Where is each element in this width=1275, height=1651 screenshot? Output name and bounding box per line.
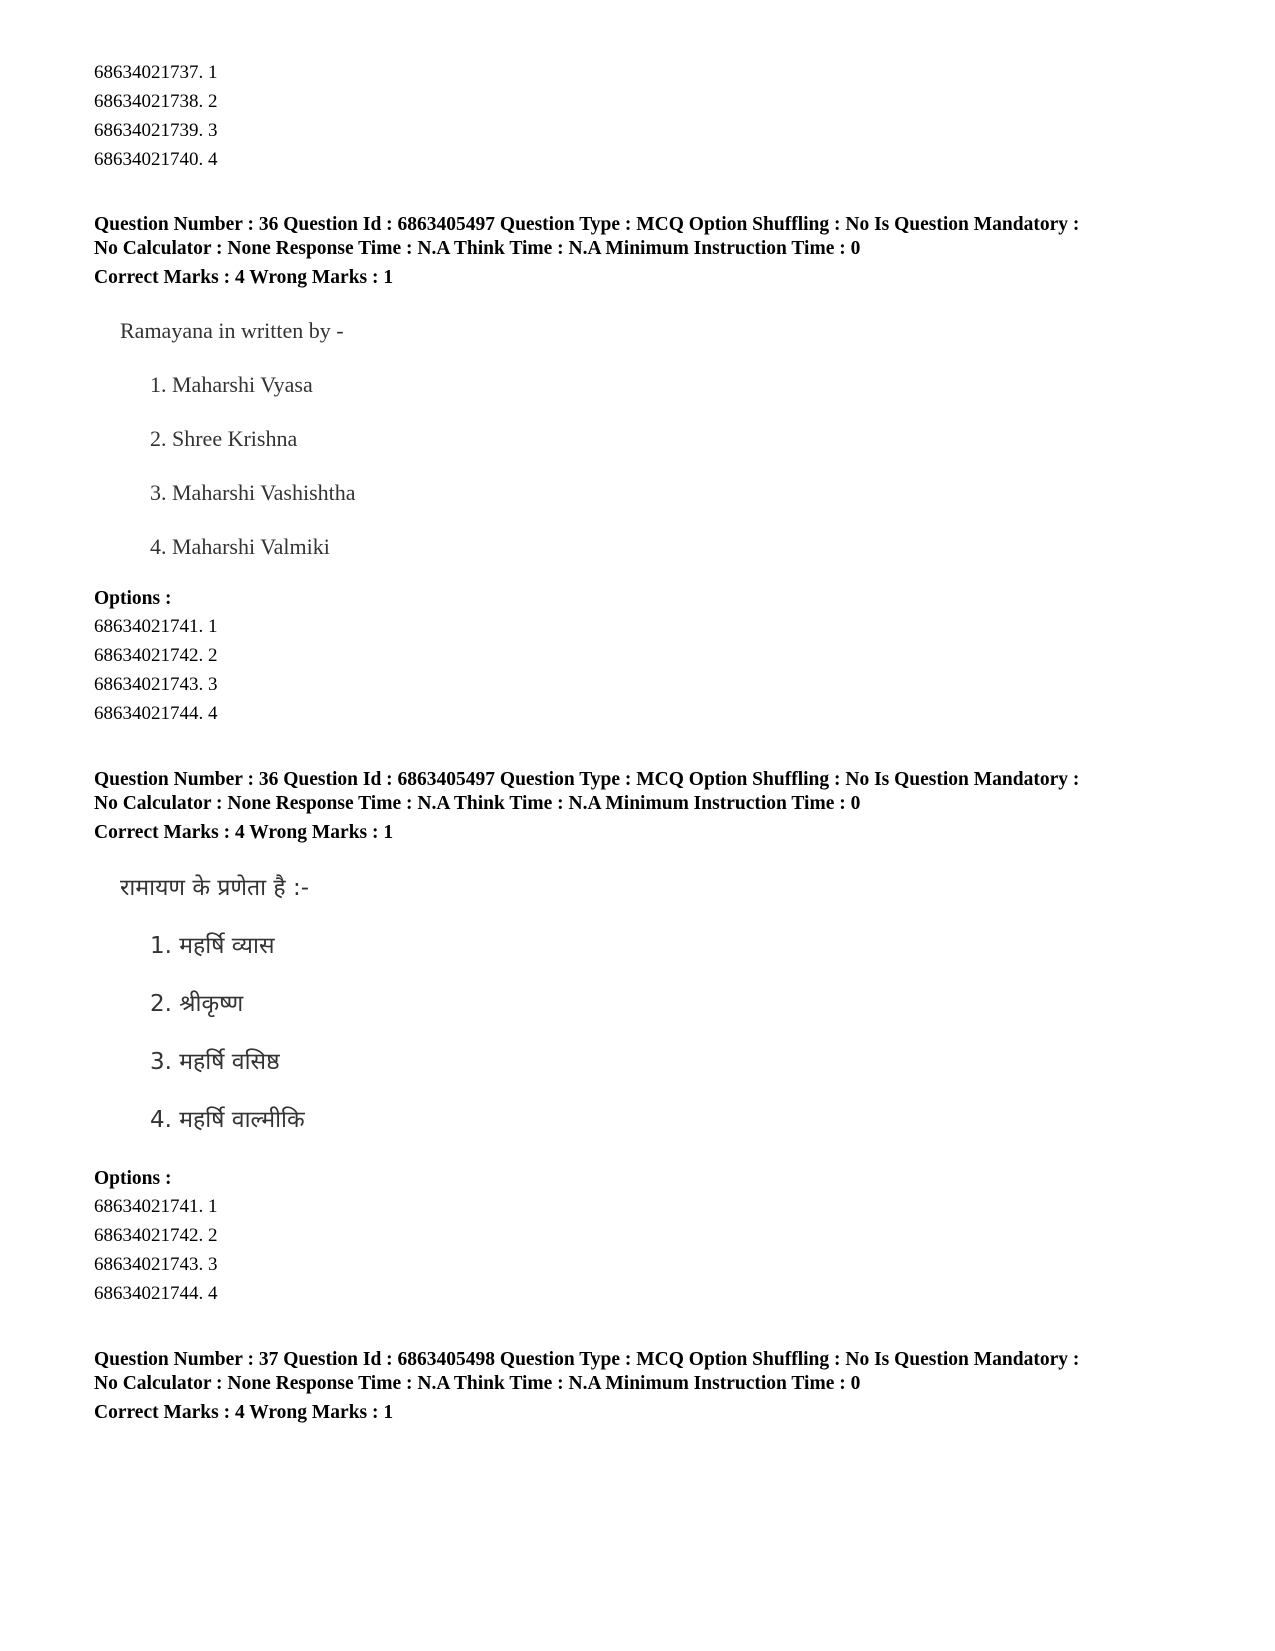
question-meta-line2: No Calculator : None Response Time : N.A Think Time : N.A Minimum Instruction Time : 0 <box>94 793 861 814</box>
option-line: 68634021744. 4 <box>94 703 218 724</box>
option-line: 68634021740. 4 <box>94 149 218 170</box>
question-meta-line2: No Calculator : None Response Time : N.A Think Time : N.A Minimum Instruction Time : 0 <box>94 238 861 259</box>
options-label: Options : <box>94 588 172 609</box>
question-choice: 4. महर्षि वाल्मीकि <box>150 1107 305 1133</box>
question-choice: 1. Maharshi Vyasa <box>150 372 313 397</box>
question-choice: 4. Maharshi Valmiki <box>150 534 330 559</box>
question-marks: Correct Marks : 4 Wrong Marks : 1 <box>94 1402 394 1423</box>
option-line: 68634021738. 2 <box>94 91 218 112</box>
option-line: 68634021743. 3 <box>94 1254 218 1275</box>
option-line: 68634021743. 3 <box>94 674 218 695</box>
question-text: रामायण के प्रणेता है :- <box>120 875 309 901</box>
question-marks: Correct Marks : 4 Wrong Marks : 1 <box>94 822 394 843</box>
question-meta-line1: Question Number : 36 Question Id : 6863405497 Question Type : MCQ Option Shuffling : No Is Question Mandatory : <box>94 769 1080 790</box>
question-meta-line1: Question Number : 37 Question Id : 6863405498 Question Type : MCQ Option Shuffling : No Is Question Mandatory : <box>94 1349 1080 1370</box>
option-line: 68634021741. 1 <box>94 1196 218 1217</box>
question-choice: 2. Shree Krishna <box>150 426 298 451</box>
question-choice: 3. महर्षि वसिष्ठ <box>150 1049 280 1075</box>
question-image <box>94 312 594 572</box>
question-marks: Correct Marks : 4 Wrong Marks : 1 <box>94 267 394 288</box>
option-line: 68634021744. 4 <box>94 1283 218 1304</box>
option-line: 68634021739. 3 <box>94 120 218 141</box>
question-image <box>94 866 594 1136</box>
question-choice: 3. Maharshi Vashishtha <box>150 480 356 505</box>
option-line: 68634021737. 1 <box>94 62 218 83</box>
question-meta-line2: No Calculator : None Response Time : N.A Think Time : N.A Minimum Instruction Time : 0 <box>94 1373 861 1394</box>
question-text: Ramayana in written by - <box>120 318 344 343</box>
option-line: 68634021742. 2 <box>94 1225 218 1246</box>
option-line: 68634021741. 1 <box>94 616 218 637</box>
option-line: 68634021742. 2 <box>94 645 218 666</box>
question-choice: 1. महर्षि व्यास <box>150 933 275 959</box>
question-meta-line1: Question Number : 36 Question Id : 6863405497 Question Type : MCQ Option Shuffling : No Is Question Mandatory : <box>94 214 1080 235</box>
question-choice: 2. श्रीकृष्ण <box>150 991 244 1017</box>
options-label: Options : <box>94 1168 172 1189</box>
